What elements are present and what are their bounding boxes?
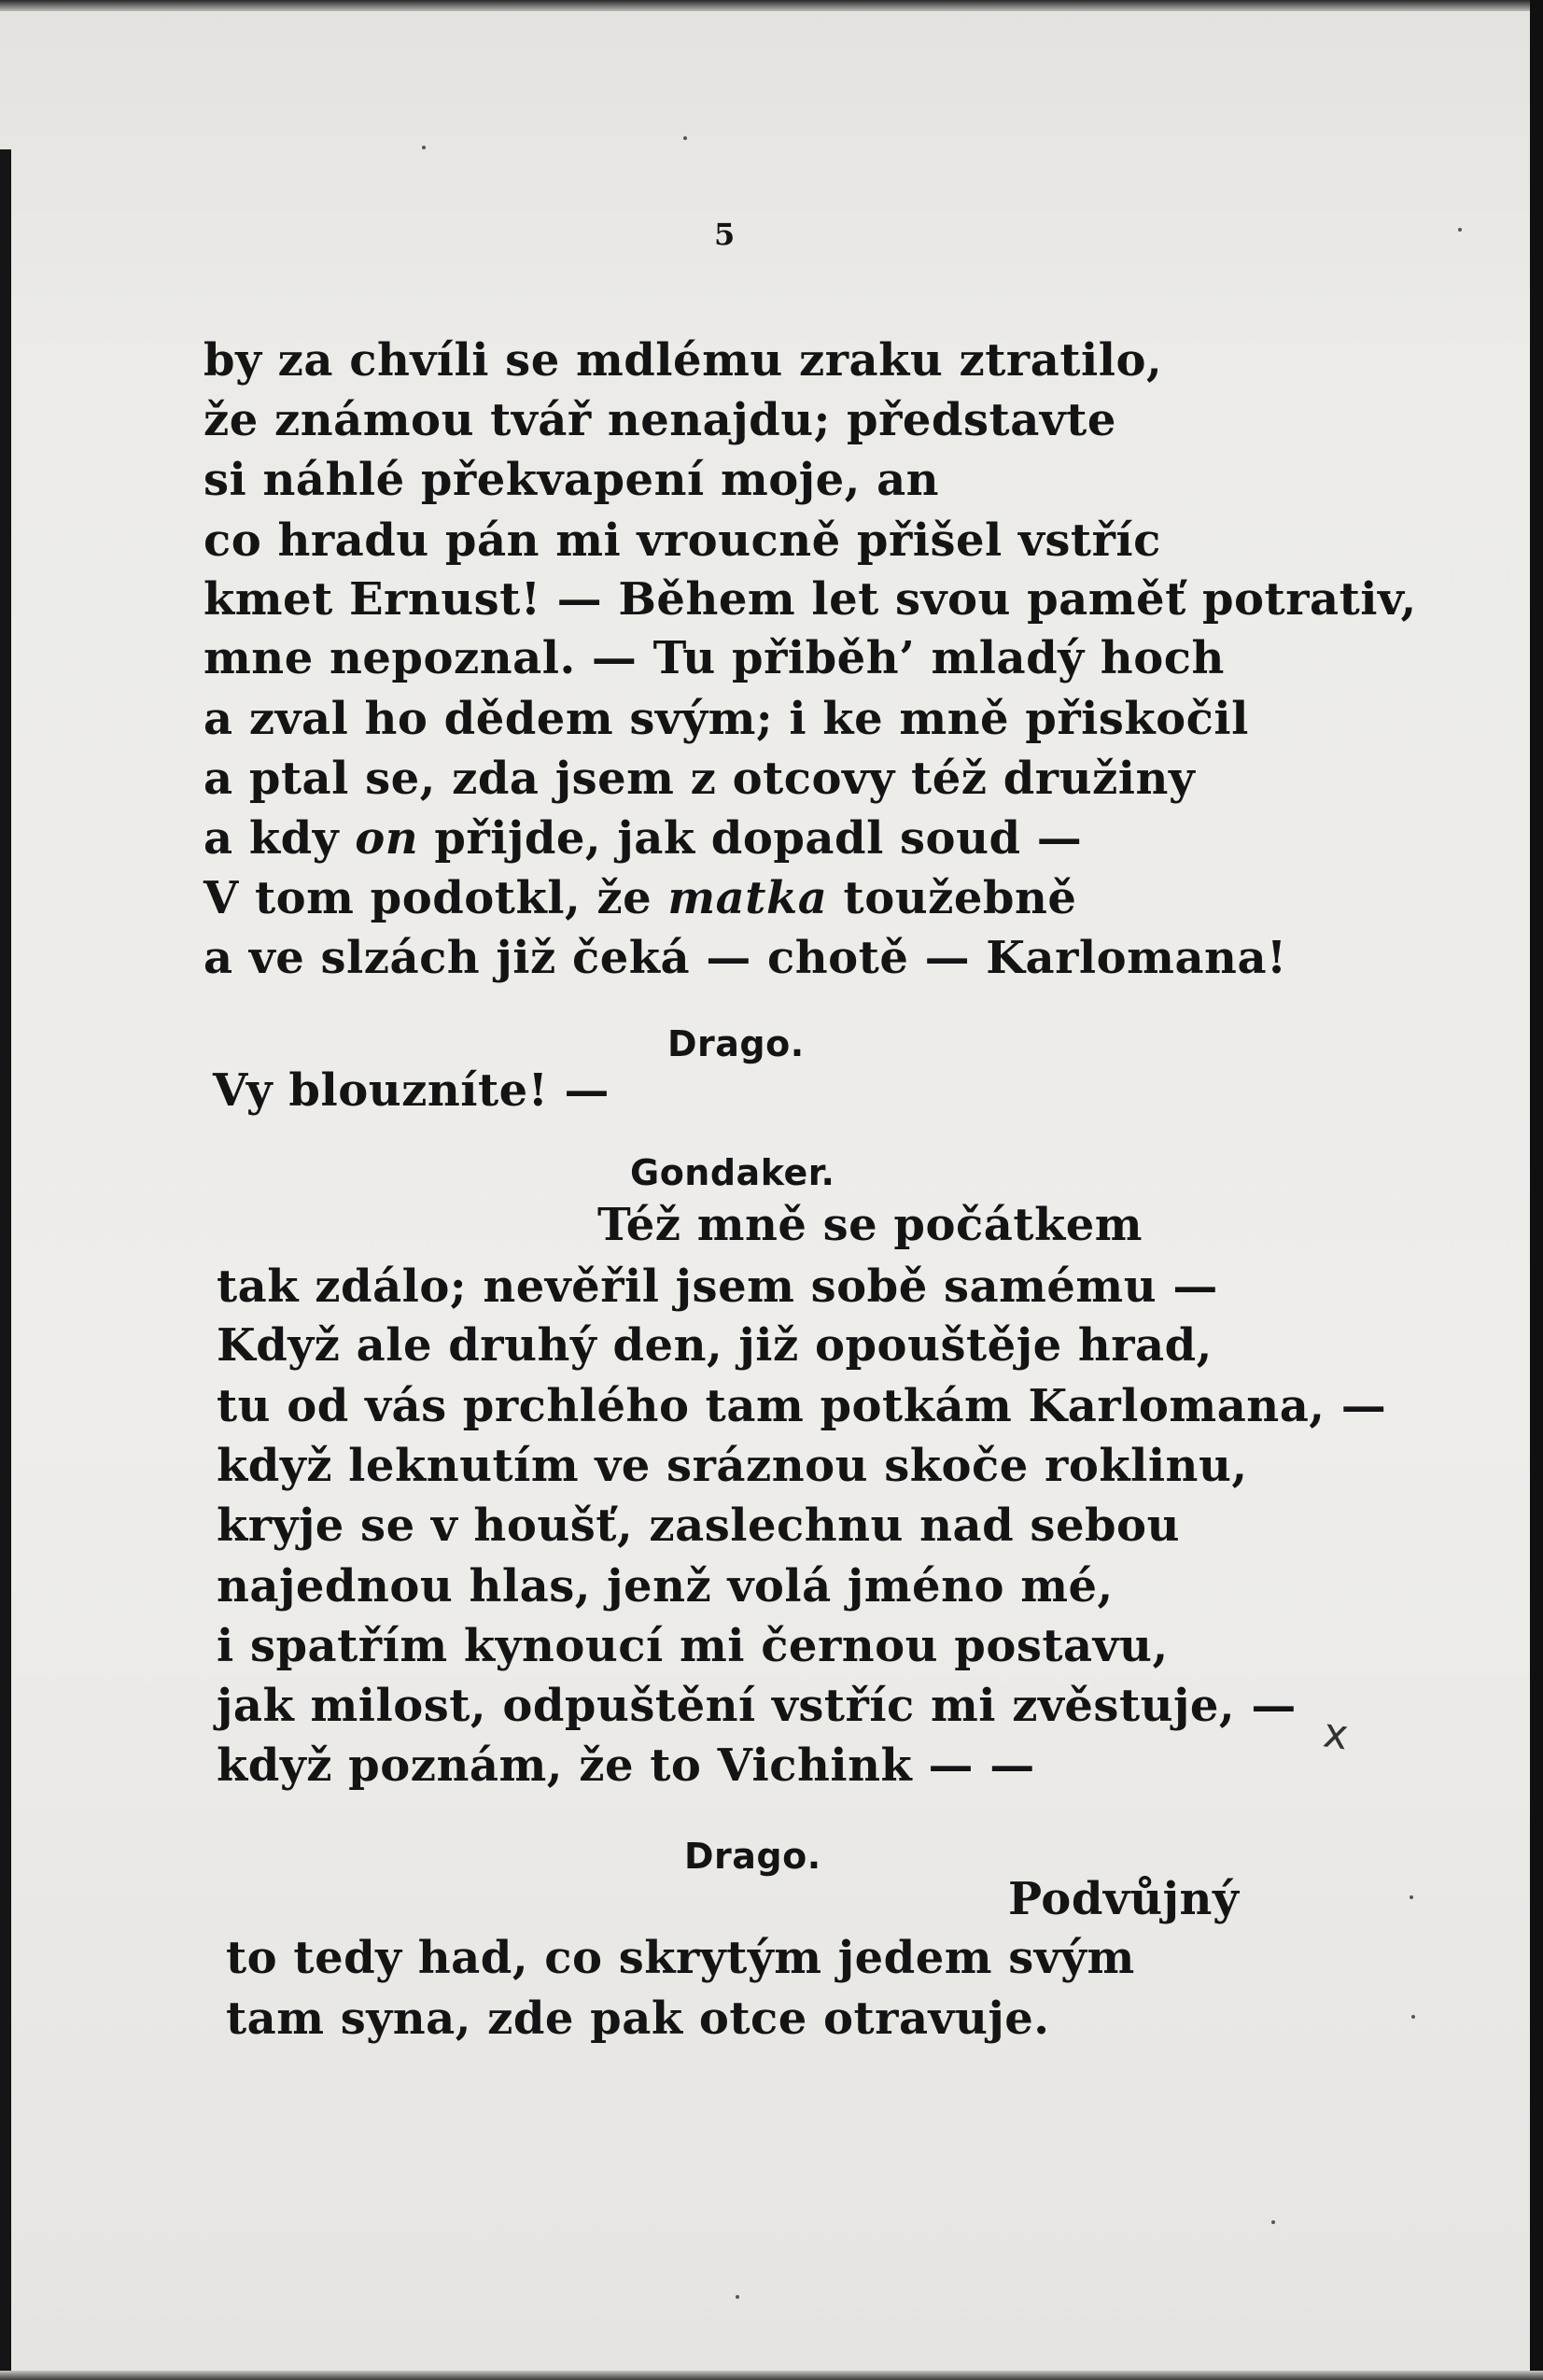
verse-line: Podvůjný [1008, 1873, 1240, 1925]
verse-line: Vy blouzníte! — [213, 1064, 610, 1117]
emphasis: matka [667, 872, 828, 924]
scan-bottom-edge [0, 2371, 1543, 2380]
verse-line: si náhlé překvapení moje, an [203, 454, 940, 506]
verse-line: co hradu pán mi vroucně přišel vstříc [203, 514, 1161, 567]
verse-line: a ptal se, zda jsem z otcovy též družiny [203, 753, 1196, 805]
verse-line [203, 870, 1076, 926]
scan-speck [422, 146, 426, 149]
scan-speck [1411, 2015, 1415, 2019]
verse-line: Též mně se počátkem [597, 1199, 1143, 1251]
scan-left-edge [0, 149, 11, 2380]
speaker-name: Drago. [684, 1836, 821, 1877]
verse-line: mne nepoznal. — Tu přiběh’ mladý hoch [203, 632, 1225, 684]
verse-line [203, 810, 1082, 866]
verse-line: jak milost, odpuštění vstříc mi zvěstuje, — [217, 1680, 1297, 1732]
scan-speck [683, 136, 687, 140]
speaker-name: Drago. [667, 1023, 805, 1064]
verse-line: kmet Ernust! — Během let svou paměť potrativ, [203, 573, 1417, 626]
verse-line: najednou hlas, jenž volá jméno mé, [217, 1560, 1114, 1612]
verse-line: kryje se v houšť, zaslechnu nad sebou [217, 1500, 1180, 1552]
text-segment: toužebně [827, 872, 1077, 924]
scan-speck [1271, 2220, 1275, 2224]
verse-line: Když ale druhý den, již opouštěje hrad, [217, 1319, 1213, 1372]
speaker-name: Gondaker. [630, 1152, 835, 1193]
text-segment: V tom podotkl, že [203, 872, 668, 924]
margin-pencil-mark: x [1320, 1709, 1352, 1760]
scan-speck [1458, 228, 1462, 232]
scan-top-edge [0, 0, 1543, 11]
emphasis: on [355, 812, 419, 865]
verse-line: tak zdálo; nevěřil jsem sobě samému — [217, 1260, 1218, 1313]
scan-speck [736, 2295, 739, 2299]
verse-line: tu od vás prchlého tam potkám Karlomana, — [217, 1380, 1387, 1432]
verse-line: a ve slzách již čeká — chotě — Karlomana! [203, 932, 1287, 984]
verse-line: a zval ho dědem svým; i ke mně přiskočil [203, 693, 1249, 745]
scan-right-edge [1530, 0, 1543, 2380]
verse-line: že známou tvář nenajdu; představte [203, 394, 1116, 446]
verse-line: to tedy had, co skrytým jedem svým [226, 1932, 1135, 1984]
text-segment: a kdy [203, 812, 356, 865]
verse-line: i spatřím kynoucí mi černou postavu, [217, 1620, 1169, 1672]
verse-line: tam syna, zde pak otce otravuje. [226, 1993, 1050, 2045]
scan-speck [1410, 1895, 1413, 1899]
text-segment: přijde, jak dopadl soud — [418, 812, 1083, 865]
verse-line: by za chvíli se mdlému zraku ztratilo, [203, 334, 1163, 387]
verse-line: když leknutím ve sráznou skoče roklinu, [217, 1440, 1248, 1492]
verse-line: když poznám, že to Vichink — — [217, 1739, 1035, 1792]
page-number: 5 [714, 217, 736, 252]
